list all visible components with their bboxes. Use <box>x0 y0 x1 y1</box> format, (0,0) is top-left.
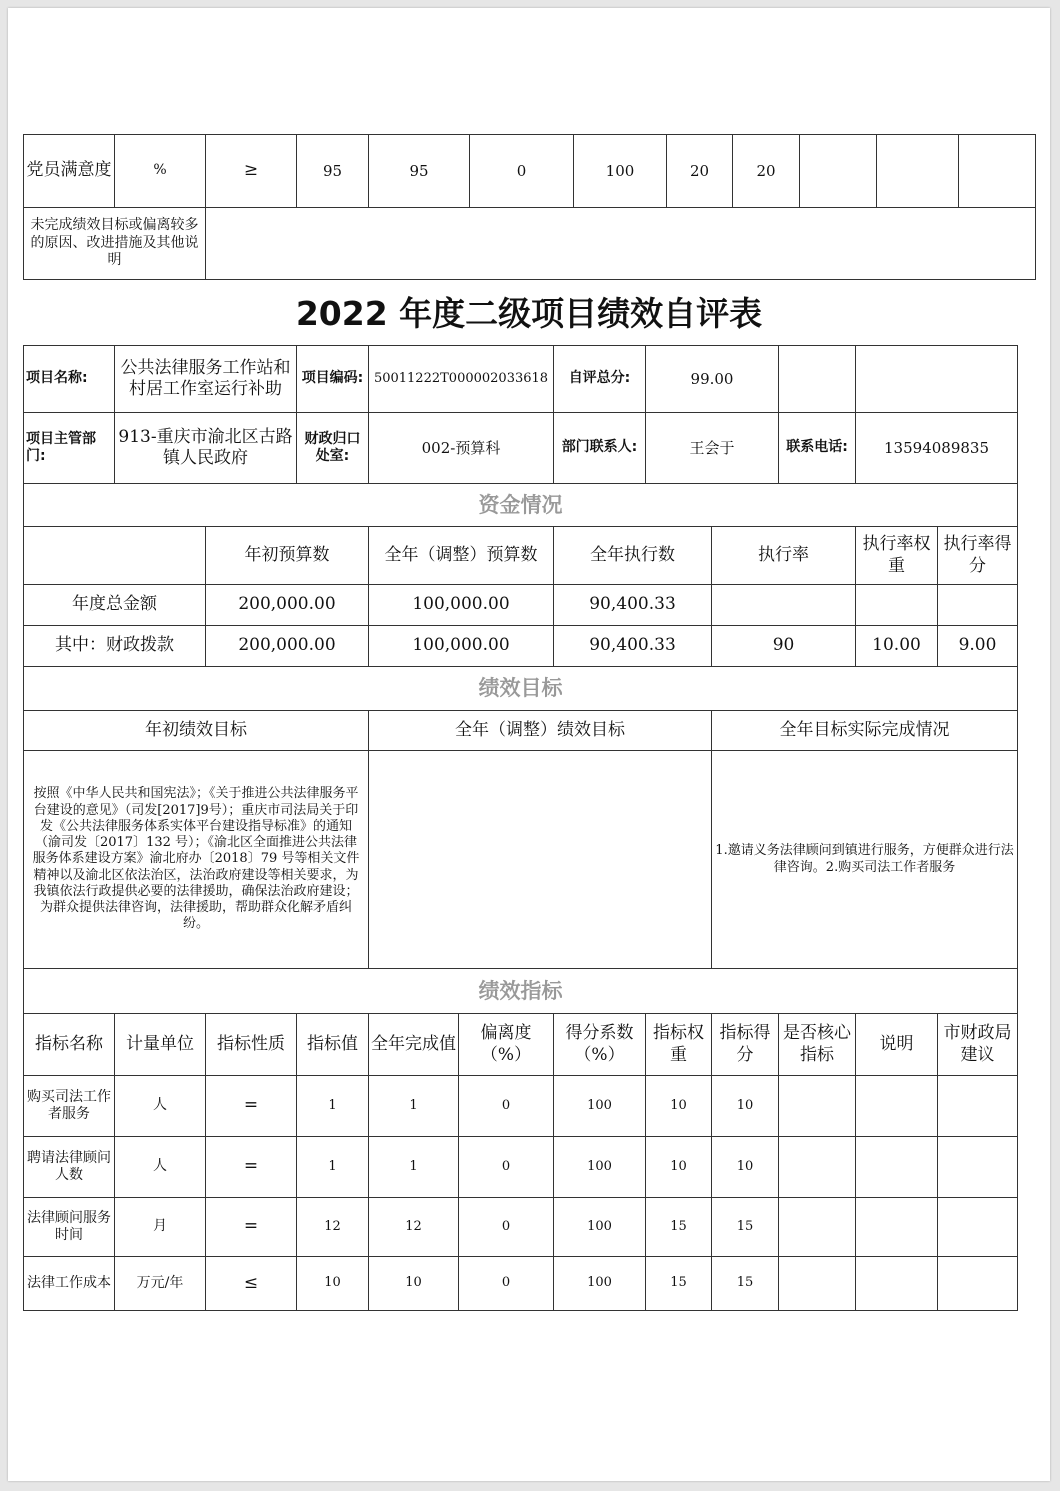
indicator-target: 12 <box>297 1198 369 1257</box>
indicator-op: ≥ <box>206 135 297 208</box>
indicator-weight: 15 <box>646 1198 712 1257</box>
table-row <box>24 1014 1018 1076</box>
adjusted-goal <box>369 751 712 969</box>
funds-row-label: 其中：财政拨款 <box>24 626 206 667</box>
indicators-section-title: 绩效指标 <box>24 969 1018 1014</box>
project-code: 50011222T000002033618 <box>369 346 554 413</box>
table-row <box>24 1257 1018 1311</box>
funds-adjusted: 100,000.00 <box>369 585 554 626</box>
phone-label: 联系电话: <box>779 413 856 484</box>
indicators-header: 全年完成值 <box>369 1014 459 1076</box>
table-row <box>24 1198 1018 1257</box>
project-name-label: 项目名称: <box>24 346 115 413</box>
indicator-dev: 0 <box>459 1137 554 1198</box>
document-page <box>8 8 1050 1481</box>
table-row <box>24 484 1018 527</box>
project-name: 公共法律服务工作站和村居工作室运行补助 <box>115 346 297 413</box>
indicator-target: 95 <box>297 135 369 208</box>
indicator-weight: 10 <box>646 1137 712 1198</box>
table-row <box>24 346 1018 413</box>
note-value <box>206 208 1036 280</box>
indicators-header: 指标得分 <box>712 1014 779 1076</box>
indicator-deviation: 0 <box>470 135 574 208</box>
funds-header: 执行率权重 <box>856 527 938 585</box>
indicators-header: 指标值 <box>297 1014 369 1076</box>
funds-section-title: 资金情况 <box>24 484 1018 527</box>
indicator-dev: 0 <box>459 1076 554 1137</box>
indicator-score: 10 <box>712 1076 779 1137</box>
contact: 王会于 <box>646 413 779 484</box>
finance: 002-预算科 <box>369 413 554 484</box>
indicator-op: = <box>206 1076 297 1137</box>
indicator-weight: 15 <box>646 1257 712 1311</box>
indicator-score: 20 <box>733 135 800 208</box>
indicator-name: 法律工作成本 <box>24 1257 115 1311</box>
table-row <box>24 1076 1018 1137</box>
funds-score: 9.00 <box>938 626 1018 667</box>
indicator-unit: 万元/年 <box>115 1257 206 1311</box>
table-row <box>24 969 1018 1014</box>
indicator-dev: 0 <box>459 1198 554 1257</box>
table-row <box>24 208 1036 280</box>
note-label: 未完成绩效目标或偏离较多的原因、改进措施及其他说明 <box>24 208 206 280</box>
finance-label: 财政归口处室: <box>297 413 369 484</box>
total-score: 99.00 <box>646 346 779 413</box>
funds-score <box>938 585 1018 626</box>
funds-executed: 90,400.33 <box>554 585 712 626</box>
funds-header: 全年执行数 <box>554 527 712 585</box>
indicator-op: = <box>206 1198 297 1257</box>
goals-header: 年初绩效目标 <box>24 711 369 751</box>
table-row <box>24 1137 1018 1198</box>
indicators-header: 市财政局建议 <box>938 1014 1018 1076</box>
total-score-label: 自评总分: <box>554 346 646 413</box>
indicator-actual: 1 <box>369 1076 459 1137</box>
indicator-unit: 人 <box>115 1076 206 1137</box>
table-row <box>24 711 1018 751</box>
indicator-name: 党员满意度 <box>24 135 115 208</box>
indicator-target: 1 <box>297 1137 369 1198</box>
phone: 13594089835 <box>856 413 1018 484</box>
table-row <box>24 626 1018 667</box>
indicators-header: 指标性质 <box>206 1014 297 1076</box>
funds-header: 执行率得分 <box>938 527 1018 585</box>
indicator-target: 1 <box>297 1076 369 1137</box>
indicator-score: 10 <box>712 1137 779 1198</box>
funds-weight <box>856 585 938 626</box>
indicator-actual: 12 <box>369 1198 459 1257</box>
indicator-score: 15 <box>712 1257 779 1311</box>
funds-header: 全年（调整）预算数 <box>369 527 554 585</box>
indicator-name: 聘请法律顾问人数 <box>24 1137 115 1198</box>
goals-header: 全年目标实际完成情况 <box>712 711 1018 751</box>
indicator-coef: 100 <box>554 1257 646 1311</box>
indicators-header: 计量单位 <box>115 1014 206 1076</box>
indicator-coef: 100 <box>554 1198 646 1257</box>
indicator-coef: 100 <box>554 1076 646 1137</box>
indicator-actual: 95 <box>369 135 470 208</box>
funds-weight: 10.00 <box>856 626 938 667</box>
indicator-op: ≤ <box>206 1257 297 1311</box>
indicators-header: 指标权重 <box>646 1014 712 1076</box>
indicator-weight: 20 <box>667 135 733 208</box>
project-code-label: 项目编码: <box>297 346 369 413</box>
table-row <box>24 527 1018 585</box>
funds-row-label: 年度总金额 <box>24 585 206 626</box>
indicator-unit: 月 <box>115 1198 206 1257</box>
funds-budget: 200,000.00 <box>206 626 369 667</box>
funds-rate: 90 <box>712 626 856 667</box>
indicators-header: 得分系数（%） <box>554 1014 646 1076</box>
indicator-name: 购买司法工作者服务 <box>24 1076 115 1137</box>
indicator-dev: 0 <box>459 1257 554 1311</box>
funds-header: 年初预算数 <box>206 527 369 585</box>
indicator-weight: 10 <box>646 1076 712 1137</box>
funds-rate <box>712 585 856 626</box>
table-row <box>24 751 1018 969</box>
indicator-unit: % <box>115 135 206 208</box>
table-row <box>24 135 1036 208</box>
indicator-coef: 100 <box>554 1137 646 1198</box>
indicator-score: 15 <box>712 1198 779 1257</box>
indicator-name: 法律顾问服务时间 <box>24 1198 115 1257</box>
funds-budget: 200,000.00 <box>206 585 369 626</box>
indicator-op: = <box>206 1137 297 1198</box>
indicator-target: 10 <box>297 1257 369 1311</box>
contact-label: 部门联系人: <box>554 413 646 484</box>
continued-indicator-table <box>23 134 1036 280</box>
table-row <box>24 585 1018 626</box>
indicator-coef: 100 <box>574 135 667 208</box>
indicators-header: 指标名称 <box>24 1014 115 1076</box>
actual-completion: 1.邀请义务法律顾问到镇进行服务，方便群众进行法律咨询。2.购买司法工作者服务 <box>712 751 1018 969</box>
indicators-header: 偏离度（%） <box>459 1014 554 1076</box>
goals-section-title: 绩效目标 <box>24 667 1018 711</box>
dept: 913-重庆市渝北区古路镇人民政府 <box>115 413 297 484</box>
indicator-unit: 人 <box>115 1137 206 1198</box>
funds-adjusted: 100,000.00 <box>369 626 554 667</box>
goals-header: 全年（调整）绩效目标 <box>369 711 712 751</box>
table-row <box>24 413 1018 484</box>
self-evaluation-table <box>23 345 1018 1311</box>
indicator-actual: 1 <box>369 1137 459 1198</box>
indicators-header: 是否核心指标 <box>779 1014 856 1076</box>
indicator-actual: 10 <box>369 1257 459 1311</box>
table-row <box>24 667 1018 711</box>
funds-executed: 90,400.33 <box>554 626 712 667</box>
initial-goal: 按照《中华人民共和国宪法》；《关于推进公共法律服务平台建设的意见》（司发[2017]9号）；重庆市司法局关于印发《公共法律服务体系实体平台建设指导标准》的通知（渝司发〔2017〕132 号）；《渝北区全面推进公共法律服务体系建设方案》渝北府办〔2018〕79 号等相关文件精神以及渝北区依法治区，法治政府建设等相关要求，为我镇依法行政提供必要的法律援助，确保法治政府建设；为群众提供法律咨询，法律援助，帮助群众化解矛盾纠纷。 <box>24 751 369 969</box>
funds-header: 执行率 <box>712 527 856 585</box>
dept-label: 项目主管部门: <box>24 413 115 484</box>
page-title: 2022 年度二级项目绩效自评表 <box>295 294 763 333</box>
indicators-header: 说明 <box>856 1014 938 1076</box>
